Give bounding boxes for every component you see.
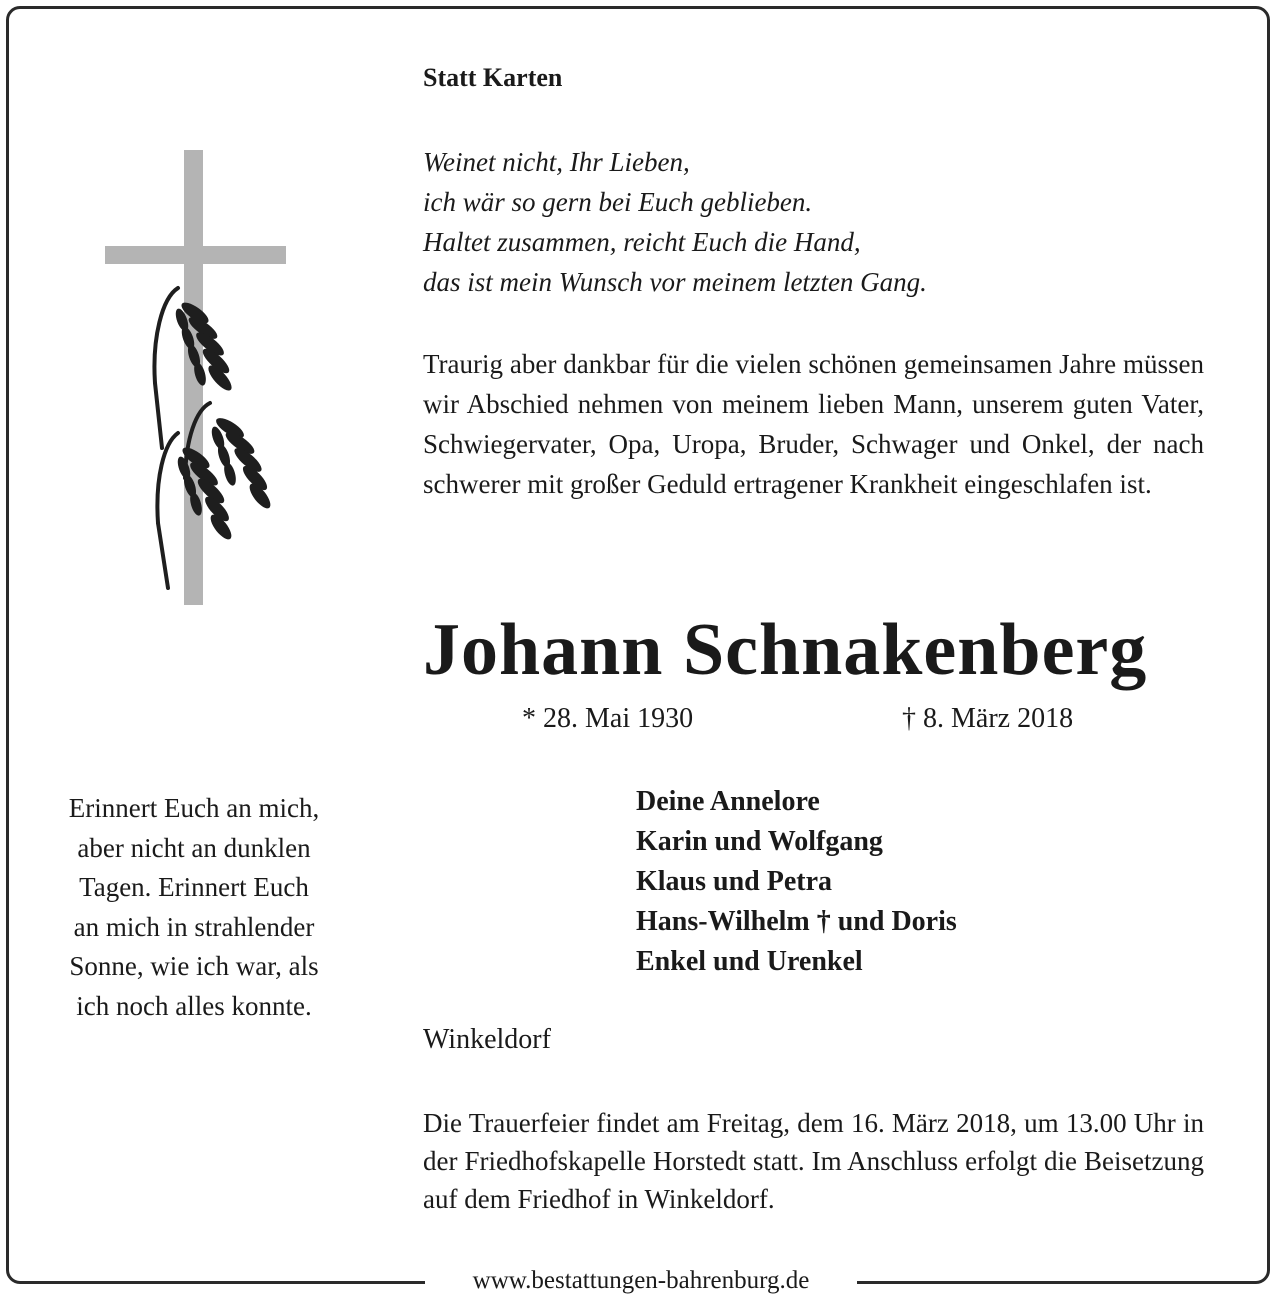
poem-line: das ist mein Wunsch vor meinem letzten Gang. (423, 267, 927, 297)
intro-text: Traurig aber dankbar für die vielen schönen gemeinsamen Jahre müssen wir Abschied nehmen von meinem lieben Mann, unserem guten Vater, Schwiegervater, Opa, Uropa, Bruder, Schwager und Onkel, der nach schwerer mit großer Geduld ertragener Krankheit eingeschlafen ist. (423, 349, 1204, 499)
quote-line: an mich in strahlender (73, 911, 315, 942)
deceased-name: Johann Schnakenberg (423, 609, 1148, 691)
poem (423, 142, 927, 302)
family-member: Hans-Wilhelm † und Doris (636, 906, 957, 937)
family-member: Enkel und Urenkel (636, 946, 863, 977)
poem-line: Haltet zusammen, reicht Euch die Hand, (423, 227, 861, 257)
quote-line: aber nicht an dunklen (77, 832, 311, 863)
footer-url[interactable]: www.bestattungen-bahrenburg.de (472, 1267, 810, 1294)
family-member: Karin und Wolfgang (636, 826, 883, 857)
quote-line: Erinnert Euch an mich, (68, 793, 320, 823)
quote-line: ich noch alles konnte. (76, 990, 312, 1021)
poem-line: Weinet nicht, Ihr Lieben, (423, 147, 690, 177)
quote-line: Sonne, wie ich war, als (69, 951, 319, 981)
place: Winkeldorf (423, 1024, 551, 1055)
family-member: Deine Annelore (636, 786, 820, 817)
birth-date: * 28. Mai 1930 (522, 703, 694, 734)
side-quote (34, 789, 354, 1026)
cross-with-wheat-icon (100, 148, 290, 608)
death-date: † 8. März 2018 (902, 703, 1074, 734)
quote-line: Tagen. Erinnert Euch (79, 872, 309, 902)
family-list (636, 782, 957, 982)
poem-line: ich wär so gern bei Euch geblieben. (423, 187, 813, 217)
service-text: Die Trauerfeier findet am Freitag, dem 16. März 2018, um 13.00 Uhr in der Friedhofskapelle Horstedt statt. Im Anschluss erfolgt die Beisetzung auf dem Friedhof in Winkeldorf. (423, 1108, 1204, 1214)
heading: Statt Karten (423, 63, 563, 92)
family-member: Klaus und Petra (636, 866, 833, 897)
